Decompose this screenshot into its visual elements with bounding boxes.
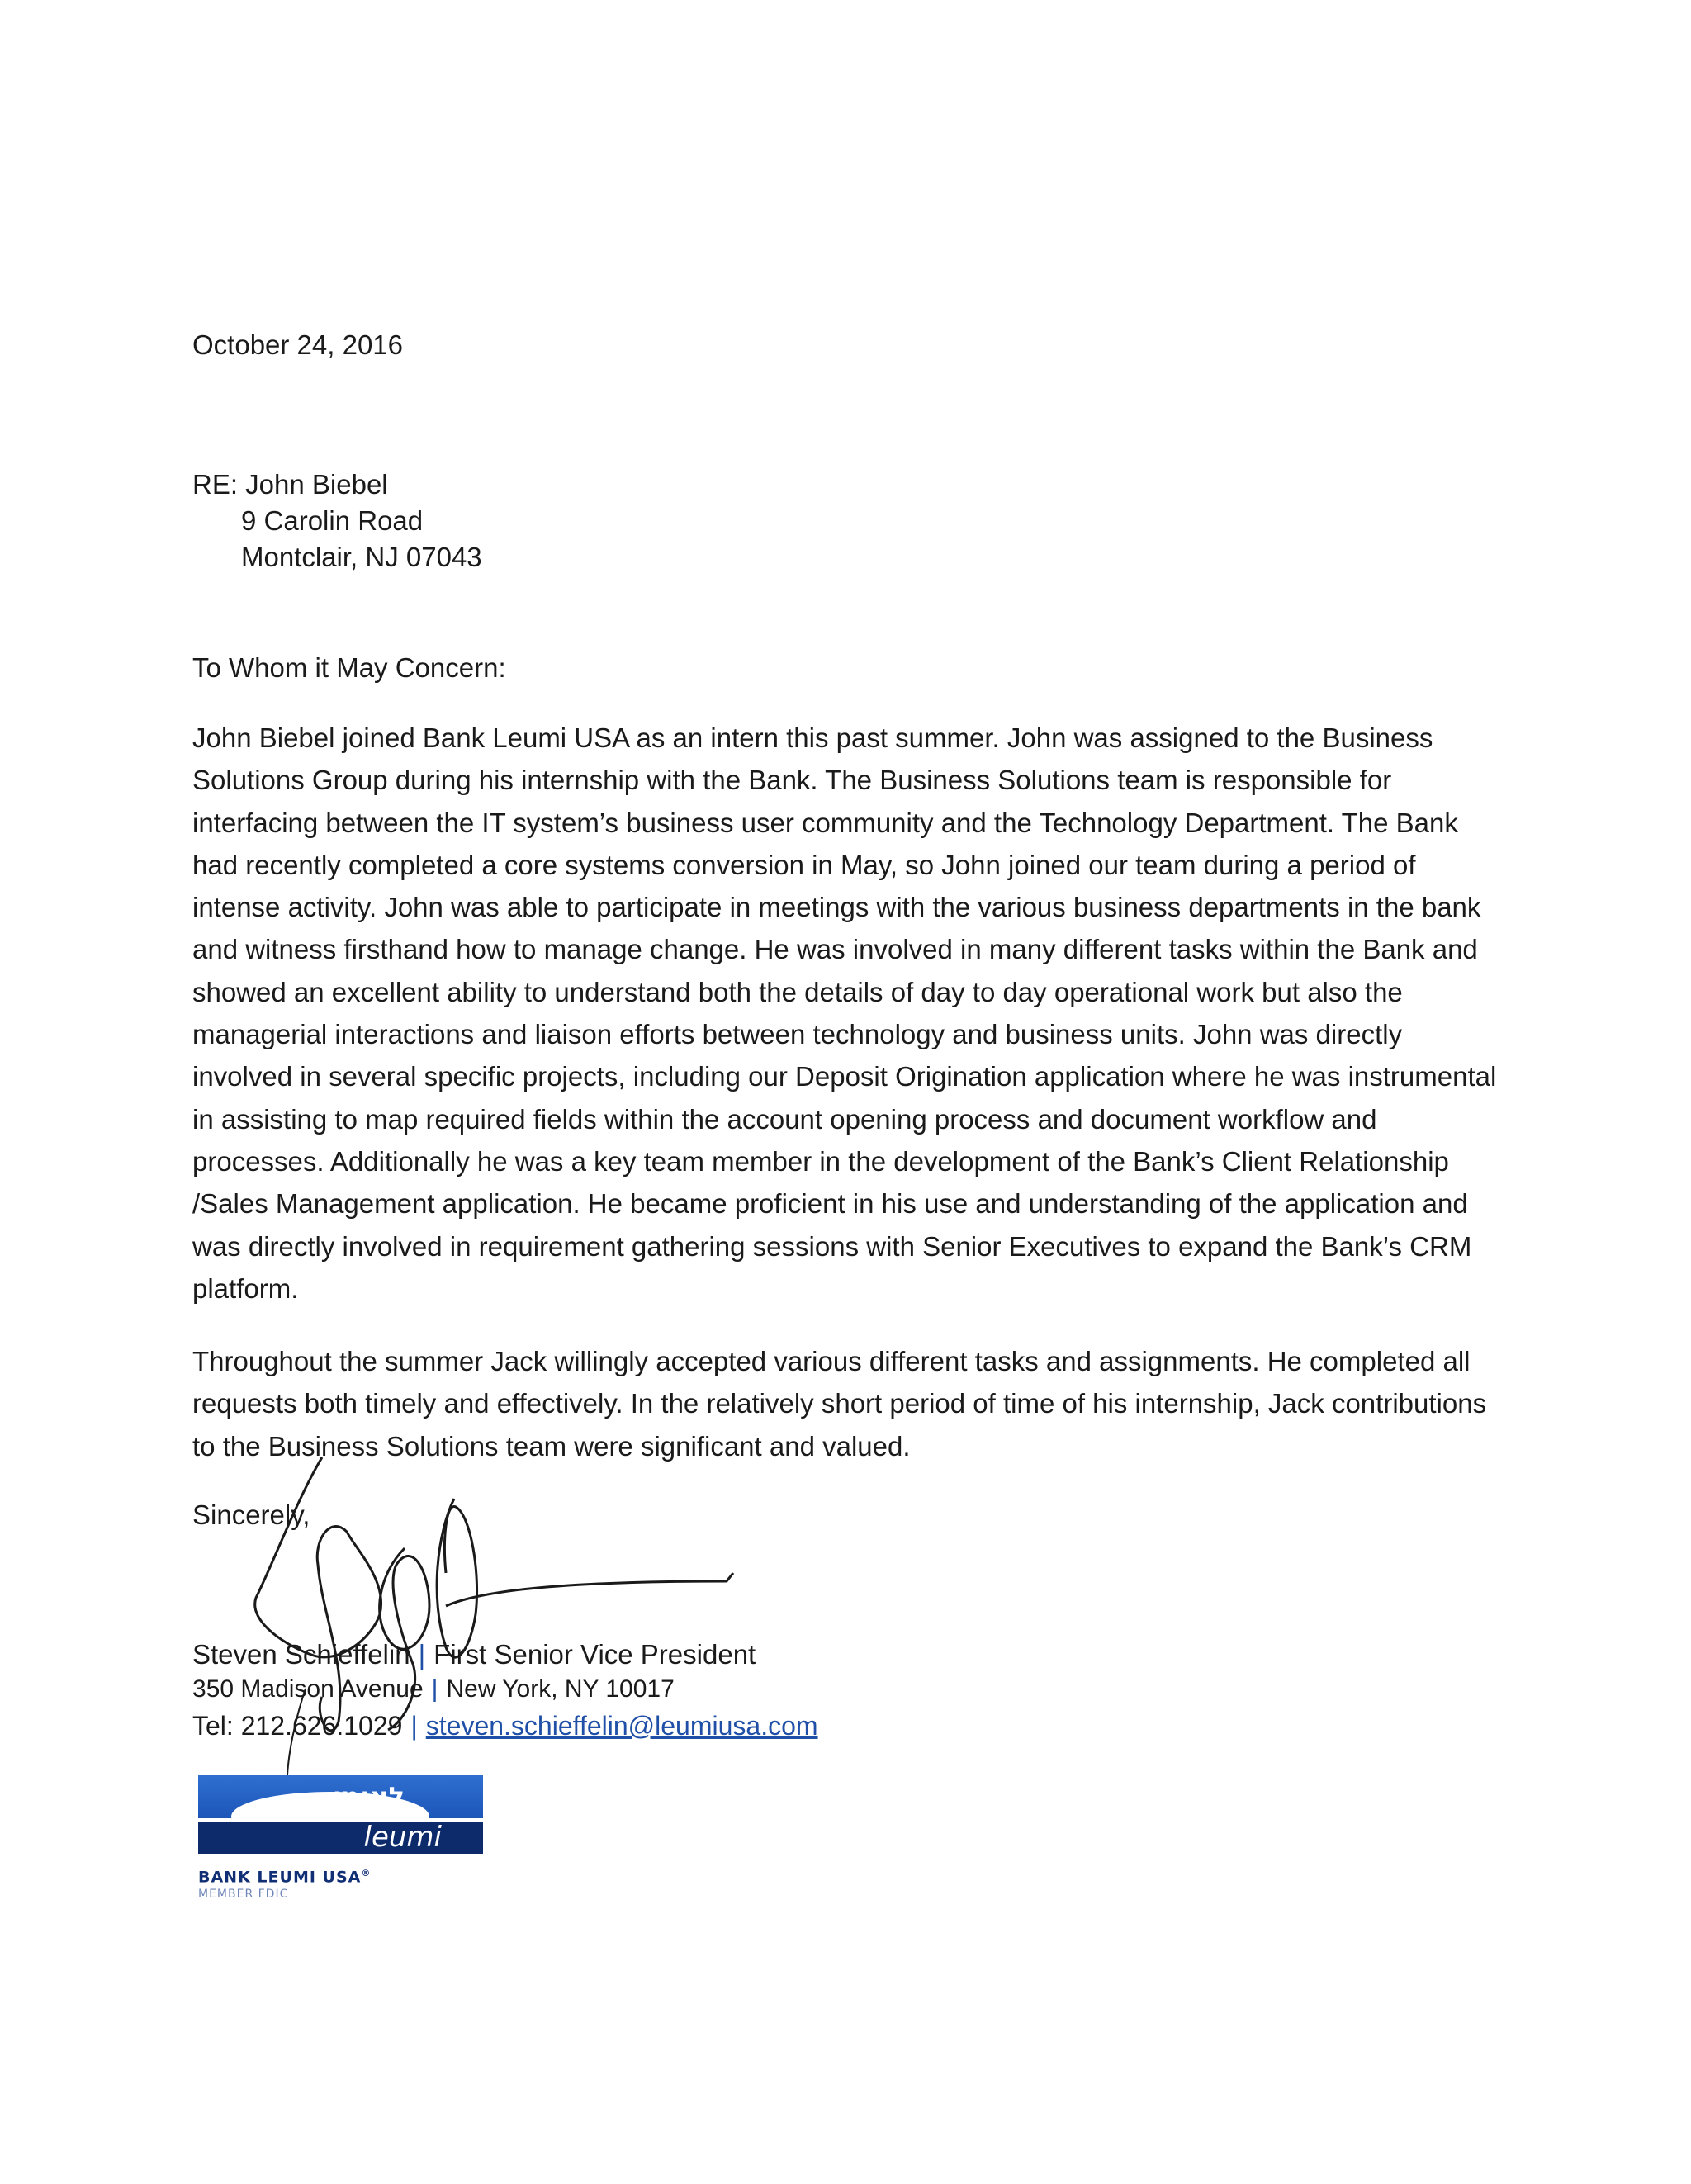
salutation: To Whom it May Concern: (192, 652, 506, 683)
re-address-line2: Montclair, NJ 07043 (241, 542, 482, 572)
logo-bottom-band (198, 1822, 483, 1854)
bank-leumi-logo (198, 1775, 483, 1854)
signer-name: Steven Schieffelin (192, 1639, 410, 1670)
bank-name-text: BANK LEUMI USA (198, 1868, 362, 1887)
signature-address (192, 1673, 675, 1706)
logo-wordmark: leumi (363, 1821, 442, 1854)
body-paragraph-1 (192, 717, 1497, 1310)
signature-contact (192, 1708, 818, 1744)
email-link[interactable]: steven.schieffelin@leumiusa.com (425, 1711, 818, 1741)
closing: Sincerely, (192, 1499, 310, 1530)
separator: | (410, 1711, 418, 1741)
letter-date: October 24, 2016 (192, 329, 404, 360)
logo-top-band (198, 1775, 483, 1818)
body-paragraph-2 (192, 1340, 1497, 1467)
signer-street: 350 Madison Avenue (192, 1675, 424, 1703)
signer-title: First Senior Vice President (433, 1639, 756, 1670)
signer-telephone: Tel: 212.626.1029 (192, 1711, 403, 1741)
body-paragraph-2-text: Throughout the summer Jack willingly accepted various different tasks and assignments. He completed all requests both timely and effectively. In the relatively short period of time of his internship, Jack contributions to the Business Solutions team were significant and valued. (192, 1346, 1487, 1462)
separator: | (418, 1639, 426, 1670)
registered-mark: ® (361, 1868, 372, 1878)
member-fdic: MEMBER FDIC (198, 1888, 289, 1901)
logo-hebrew-text: לאומי (333, 1781, 405, 1812)
separator: | (431, 1675, 438, 1703)
signature-name-title (192, 1637, 756, 1673)
re-line: RE: John Biebel (192, 469, 388, 500)
re-address-line1: 9 Carolin Road (241, 505, 424, 536)
logo-bank-name (198, 1868, 371, 1886)
signer-city: New York, NY 10017 (446, 1675, 675, 1703)
body-paragraph-1-text: John Biebel joined Bank Leumi USA as an intern this past summer. John was assigned to the Business Solutions Group during his internship with the Bank. The Business Solutions team is responsible for interfacing between the IT system’s business user community and the Technology Department. The Bank had recently completed a core systems conversion in May, so John joined our team during a period of intense activity. John was able to participate in meetings with the various business departments in the bank and witness firsthand how to manage change. He was involved in many different tasks within the Bank and showed an excellent ability to understand both the details of day to day operational work but also the managerial interactions and liaison efforts between technology and business units. John was directly involved in several specific projects, including our Deposit Origination application where he was instrumental in assisting to map required fields within the account opening process and document workflow and processes. Additionally he was a key team member in the development of the Bank’s Client Relationship /Sales Management application. He became proficient in his use and understanding of the application and was directly involved in requirement gathering sessions with Senior Executives to expand the Bank’s CRM platform. (192, 722, 1497, 1304)
